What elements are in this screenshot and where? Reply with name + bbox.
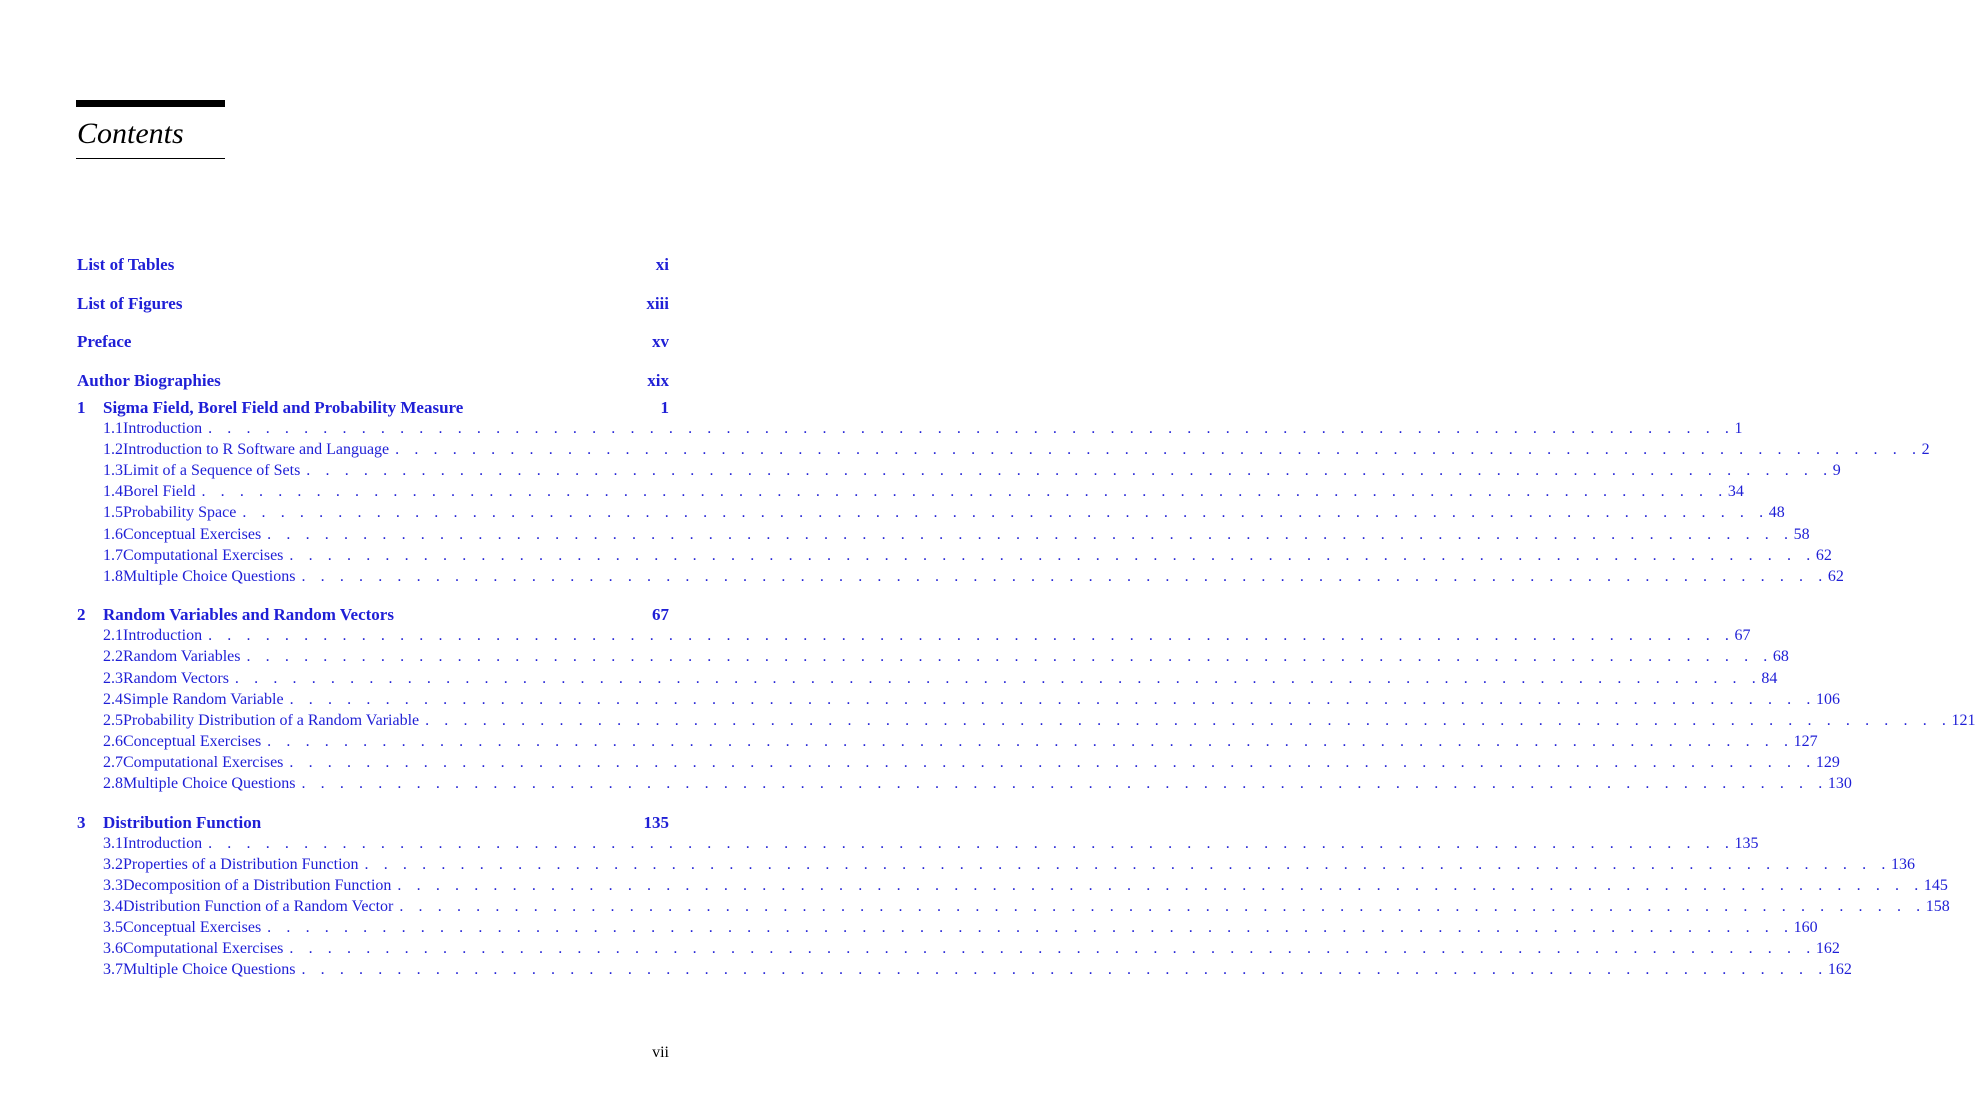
toc-section-entry[interactable] [77, 917, 1818, 938]
section-page: 162 [1815, 940, 1840, 958]
dot-leader: . . . . . . . . . . . . . . . . . . . . . . . . . . . . . . . . . . . . . . . . . . . . . . . . . . . . . . . . . . . . . . . . . . . . . . . . . . . . . . . . [289, 940, 1816, 958]
toc-entry-preface[interactable] [77, 329, 669, 368]
chapter-page: 67 [652, 605, 669, 625]
dot-leader: . . . . . . . . . . . . . . . . . . . . . . . . . . . . . . . . . . . . . . . . . . . . . . . . . . . . . . . . . . . . . . . . . . . . . . . . . . . . . . . . [289, 546, 1816, 564]
section-title: Multiple Choice Questions [123, 567, 296, 585]
toc-section-entry[interactable] [77, 502, 1785, 523]
toc-section-entry[interactable] [77, 731, 1818, 752]
section-title: Borel Field [123, 483, 196, 501]
section-number: 1.5 [103, 504, 123, 522]
section-title: Introduction to R Software and Language [123, 441, 390, 459]
toc-section-entry[interactable] [77, 668, 1778, 689]
section-title: Simple Random Variable [123, 690, 284, 708]
page-title: Contents [77, 117, 184, 150]
toc-entry-page: xi [655, 255, 669, 274]
toc-section-entry[interactable] [77, 439, 1930, 460]
section-page: 145 [1923, 876, 1948, 894]
section-page: 67 [1734, 627, 1751, 645]
toc-entry-label: List of Figures [77, 293, 183, 313]
section-number: 3.7 [103, 961, 123, 979]
section-title: Random Vectors [123, 669, 229, 687]
section-number: 3.6 [103, 940, 123, 958]
toc-section-entry[interactable] [77, 566, 1844, 587]
dot-leader: . . . . . . . . . . . . . . . . . . . . . . . . . . . . . . . . . . . . . . . . . . . . . . . . . . . . . . . . . . . . . . . . . . . . . . . . . . . . . . . . [208, 834, 1735, 852]
chapter-number: 2 [77, 605, 86, 625]
dot-leader: . . . . . . . . . . . . . . . . . . . . . . . . . . . . . . . . . . . . . . . . . . . . . . . . . . . . . . . . . . . . . . . . . . . . . . . . . . . . . . . . [267, 525, 1794, 543]
section-number: 1.2 [103, 441, 123, 459]
dot-leader: . . . . . . . . . . . . . . . . . . . . . . . . . . . . . . . . . . . . . . . . . . . . . . . . . . . . . . . . . . . . . . . . . . . . . . . . . . . . . . . . [267, 918, 1794, 936]
toc-entry-author-biographies[interactable] [77, 368, 669, 397]
chapter-number: 1 [77, 398, 86, 418]
section-number: 1.6 [103, 525, 123, 543]
section-number: 3.4 [103, 897, 123, 915]
section-number: 3.1 [103, 834, 123, 852]
section-title: Conceptual Exercises [123, 732, 262, 750]
section-number: 1.3 [103, 462, 123, 480]
section-number: 3.3 [103, 876, 123, 894]
toc-entry-label: Preface [77, 332, 132, 352]
toc-entry-list-of-tables[interactable] [77, 252, 669, 291]
dot-leader: . . . . . . . . . . . . . . . . . . . . . . . . . . . . . . . . . . . . . . . . . . . . . . . . . . . . . . . . . . . . . . . . . . . . . . . . . . . . . . . . [425, 711, 1952, 729]
section-number: 2.2 [103, 648, 123, 666]
dot-leader: . . . . . . . . . . . . . . . . . . . . . . . . . . . . . . . . . . . . . . . . . . . . . . . . . . . . . . . . . . . . . . . . . . . . . . . . . . . . . . . . [246, 648, 1773, 666]
section-title: Introduction [123, 420, 203, 438]
section-page: 1 [1734, 420, 1743, 438]
section-number: 2.3 [103, 669, 123, 687]
dot-leader: . . . . . . . . . . . . . . . . . . . . . . . . . . . . . . . . . . . . . . . . . . . . . . . . . . . . . . . . . . . . . . . . . . . . . . . . . . . . . . . . [301, 961, 1828, 979]
chapter-list [77, 397, 1976, 980]
toc-section-entry[interactable] [77, 938, 1840, 959]
dot-leader: . . . . . . . . . . . . . . . . . . . . . . . . . . . . . . . . . . . . . . . . . . . . . . . . . . . . . . . . . . . . . . . . . . . . . . . . . . . . . . . . [289, 753, 1816, 771]
chapter-gap [77, 587, 669, 605]
section-page: 127 [1793, 732, 1818, 750]
toc-entry-label: List of Tables [77, 255, 175, 274]
dot-leader: . . . . . . . . . . . . . . . . . . . . . . . . . . . . . . . . . . . . . . . . . . . . . . . . . . . . . . . . . . . . . . . . . . . . . . . . . . . . . . . . [234, 669, 1762, 687]
dot-leader: . . . . . . . . . . . . . . . . . . . . . . . . . . . . . . . . . . . . . . . . . . . . . . . . . . . . . . . . . . . . . . . . . . . . . . . . . . . . . . . . [364, 855, 1891, 873]
toc-section-entry[interactable] [77, 896, 1950, 917]
chapter-number: 3 [77, 812, 86, 832]
section-number: 2.4 [103, 690, 123, 708]
toc-section-entry[interactable] [77, 545, 1832, 566]
chapter-title: Random Variables and Random Vectors [103, 605, 394, 625]
section-page: 121 [1951, 711, 1976, 729]
section-title: Multiple Choice Questions [123, 961, 296, 979]
toc-chapter-entry[interactable] [77, 604, 669, 625]
toc-chapter-entry[interactable] [77, 397, 669, 418]
chapter-page: 1 [660, 398, 669, 418]
section-number: 3.5 [103, 918, 123, 936]
toc-section-entry[interactable] [77, 752, 1840, 773]
section-page: 84 [1761, 669, 1778, 687]
section-number: 2.6 [103, 732, 123, 750]
section-page: 58 [1793, 525, 1810, 543]
dot-leader: . . . . . . . . . . . . . . . . . . . . . . . . . . . . . . . . . . . . . . . . . . . . . . . . . . . . . . . . . . . . . . . . . . . . . . . . . . . . . . . . [399, 897, 1926, 915]
section-title: Random Variables [123, 648, 241, 666]
title-top-rule [76, 100, 225, 107]
section-title: Introduction [123, 627, 203, 645]
toc-section-entry[interactable] [77, 646, 1789, 667]
section-page: 130 [1827, 774, 1852, 792]
section-page: 48 [1768, 504, 1785, 522]
section-page: 136 [1890, 855, 1915, 873]
section-page: 2 [1921, 441, 1930, 459]
toc-entry-list-of-figures[interactable] [77, 291, 669, 330]
toc-entry-page: xv [652, 332, 669, 352]
chapter-block [77, 397, 1930, 587]
chapter-title: Sigma Field, Borel Field and Probability Measure [103, 398, 464, 418]
toc-section-entry[interactable] [77, 625, 1751, 646]
section-title: Decomposition of a Distribution Function [123, 876, 392, 894]
section-number: 1.7 [103, 546, 123, 564]
toc-entry-label: Author Biographies [77, 371, 221, 391]
chapter-block [77, 604, 1976, 794]
section-page: 135 [1734, 834, 1759, 852]
section-number: 1.1 [103, 420, 123, 438]
table-of-contents [77, 252, 1976, 980]
page-number: vii [652, 1044, 669, 1061]
section-page: 34 [1727, 483, 1744, 501]
toc-section-entry[interactable] [77, 689, 1840, 710]
section-page: 129 [1815, 753, 1840, 771]
dot-leader: . . . . . . . . . . . . . . . . . . . . . . . . . . . . . . . . . . . . . . . . . . . . . . . . . . . . . . . . . . . . . . . . . . . . . . . . . . . . . . . . [397, 876, 1924, 894]
section-title: Distribution Function of a Random Vector [123, 897, 394, 915]
dot-leader: . . . . . . . . . . . . . . . . . . . . . . . . . . . . . . . . . . . . . . . . . . . . . . . . . . . . . . . . . . . . . . . . . . . . . . . . . . . . . . . . [201, 483, 1728, 501]
chapter-title: Distribution Function [103, 812, 262, 832]
dot-leader: . . . . . . . . . . . . . . . . . . . . . . . . . . . . . . . . . . . . . . . . . . . . . . . . . . . . . . . . . . . . . . . . . . . . . . . . . . . . . . . . [301, 774, 1828, 792]
section-page: 9 [1832, 462, 1841, 480]
dot-leader: . . . . . . . . . . . . . . . . . . . . . . . . . . . . . . . . . . . . . . . . . . . . . . . . . . . . . . . . . . . . . . . . . . . . . . . . . . . . . . . . [208, 627, 1735, 645]
section-title: Probability Distribution of a Random Variable [123, 711, 420, 729]
section-title: Probability Space [123, 504, 237, 522]
dot-leader: . . . . . . . . . . . . . . . . . . . . . . . . . . . . . . . . . . . . . . . . . . . . . . . . . . . . . . . . . . . . . . . . . . . . . . . . . . . . . . . . [208, 420, 1735, 438]
section-title: Computational Exercises [123, 940, 284, 958]
title-bottom-rule [76, 158, 225, 159]
section-title: Conceptual Exercises [123, 525, 262, 543]
chapter-page: 135 [643, 812, 669, 832]
dot-leader: . . . . . . . . . . . . . . . . . . . . . . . . . . . . . . . . . . . . . . . . . . . . . . . . . . . . . . . . . . . . . . . . . . . . . . . . . . . . . . . . [301, 567, 1828, 585]
section-number: 2.7 [103, 753, 123, 771]
section-number: 2.8 [103, 774, 123, 792]
toc-section-entry[interactable] [77, 959, 1852, 980]
toc-section-entry[interactable] [77, 524, 1810, 545]
section-title: Computational Exercises [123, 546, 284, 564]
section-number: 2.1 [103, 627, 123, 645]
section-page: 68 [1772, 648, 1789, 666]
section-number: 1.4 [103, 483, 123, 501]
section-page: 158 [1925, 897, 1950, 915]
toc-section-entry[interactable] [77, 481, 1744, 502]
toc-section-entry[interactable] [77, 875, 1948, 896]
section-title: Conceptual Exercises [123, 918, 262, 936]
section-title: Computational Exercises [123, 753, 284, 771]
section-number: 3.2 [103, 855, 123, 873]
section-number: 1.8 [103, 567, 123, 585]
dot-leader: . . . . . . . . . . . . . . . . . . . . . . . . . . . . . . . . . . . . . . . . . . . . . . . . . . . . . . . . . . . . . . . . . . . . . . . . . . . . . . . . [242, 504, 1769, 522]
section-title: Limit of a Sequence of Sets [123, 462, 301, 480]
toc-chapter-entry[interactable] [77, 812, 669, 833]
section-page: 160 [1793, 918, 1818, 936]
dot-leader: . . . . . . . . . . . . . . . . . . . . . . . . . . . . . . . . . . . . . . . . . . . . . . . . . . . . . . . . . . . . . . . . . . . . . . . . . . . . . . . . [306, 462, 1833, 480]
section-title: Properties of a Distribution Function [123, 855, 359, 873]
toc-section-entry[interactable] [77, 833, 1759, 854]
section-number: 2.5 [103, 711, 123, 729]
chapter-gap [77, 794, 669, 812]
chapter-block [77, 812, 1950, 981]
section-page: 62 [1827, 567, 1844, 585]
toc-section-entry[interactable] [77, 854, 1915, 875]
section-title: Multiple Choice Questions [123, 774, 296, 792]
section-page: 162 [1827, 961, 1852, 979]
section-page: 62 [1815, 546, 1832, 564]
section-title: Introduction [123, 834, 203, 852]
toc-section-entry[interactable] [77, 773, 1852, 794]
toc-entry-page: xiii [646, 293, 669, 313]
section-page: 106 [1815, 690, 1840, 708]
dot-leader: . . . . . . . . . . . . . . . . . . . . . . . . . . . . . . . . . . . . . . . . . . . . . . . . . . . . . . . . . . . . . . . . . . . . . . . . . . . . . . . . [289, 690, 1816, 708]
dot-leader: . . . . . . . . . . . . . . . . . . . . . . . . . . . . . . . . . . . . . . . . . . . . . . . . . . . . . . . . . . . . . . . . . . . . . . . . . . . . . . . . [395, 441, 1922, 459]
toc-section-entry[interactable] [77, 460, 1841, 481]
toc-section-entry[interactable] [77, 710, 1976, 731]
toc-section-entry[interactable] [77, 418, 1743, 439]
toc-entry-page: xix [647, 371, 669, 391]
dot-leader: . . . . . . . . . . . . . . . . . . . . . . . . . . . . . . . . . . . . . . . . . . . . . . . . . . . . . . . . . . . . . . . . . . . . . . . . . . . . . . . . [267, 732, 1794, 750]
